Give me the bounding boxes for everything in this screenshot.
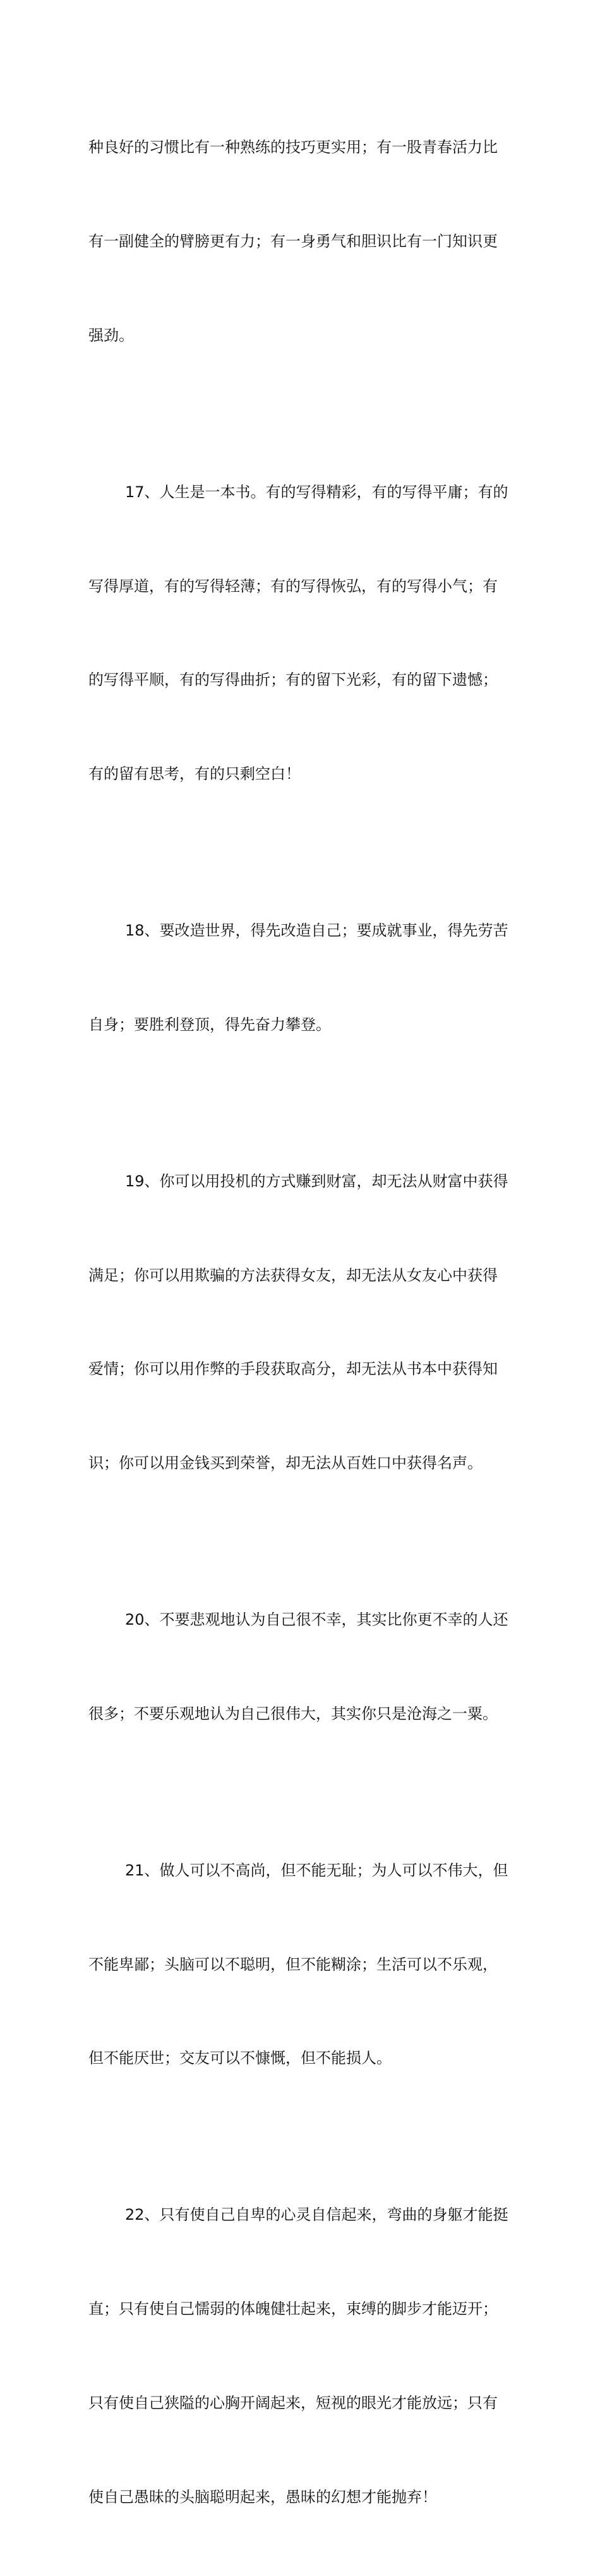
paragraph-20 <box>88 1542 513 1793</box>
paragraph-19 <box>88 1104 513 1542</box>
text-line: 17、人生是一本书。有的写得精彩，有的写得平庸；有的 <box>125 483 508 501</box>
text-line: 22、只有使自己自卑的心灵自信起来，弯曲的身躯才能挺 <box>125 2206 508 2224</box>
text-line: 20、不要悲观地认为自己很不幸，其实比你更不幸的人还 <box>125 1611 508 1629</box>
text-line: 只有使自己狭隘的心胸开阔起来，短视的眼光才能放远；只有 <box>88 2393 498 2412</box>
text-line: 有一副健全的臂膀更有力；有一身勇气和胆识比有一门知识更 <box>88 232 498 250</box>
text-line: 爱情；你可以用作弊的手段获取高分，却无法从书本中获得知 <box>88 1360 498 1378</box>
text-line: 不能卑鄙；头脑可以不聪明，但不能糊涂；生活可以不乐观， <box>88 1955 498 1973</box>
paragraph-21 <box>88 1793 513 2138</box>
text-line: 写得厚道，有的写得轻薄；有的写得恢弘，有的写得小气；有 <box>88 577 498 595</box>
text-line: 但不能厌世；交友可以不慷慨，但不能损人。 <box>88 2049 392 2067</box>
text-line: 自身；要胜利登顶，得先奋力攀登。 <box>88 1015 331 1033</box>
text-line: 有的留有思考，有的只剩空白！ <box>88 765 301 783</box>
text-line: 强劲。 <box>88 326 134 344</box>
text-line: 识；你可以用金钱买到荣誉，却无法从百姓口中获得名声。 <box>88 1454 483 1472</box>
text-line: 18、要改造世界，得先改造自己；要成就事业，得先劳苦 <box>125 922 508 940</box>
text-line: 满足；你可以用欺骗的方法获得女友，却无法从女友心中获得 <box>88 1266 498 1284</box>
paragraph-continuation <box>88 69 513 414</box>
text-line: 直；只有使自己懦弱的体魄健壮起来，束缚的脚步才能迈开； <box>88 2300 498 2318</box>
text-line: 很多；不要乐观地认为自己很伟大，其实你只是沧海之一粟。 <box>88 1704 498 1723</box>
paragraph-22 <box>88 2137 513 2575</box>
paragraph-18 <box>88 853 513 1104</box>
paragraph-17 <box>88 414 513 853</box>
text-line: 使自己愚昧的头脑聪明起来，愚昧的幻想才能抛弃！ <box>88 2488 437 2506</box>
text-line: 种良好的习惯比有一种熟练的技巧更实用；有一股青春活力比 <box>88 138 498 157</box>
text-line: 的写得平顺，有的写得曲折；有的留下光彩，有的留下遗憾； <box>88 671 498 689</box>
text-line: 19、你可以用投机的方式赚到财富，却无法从财富中获得 <box>125 1172 508 1190</box>
text-line: 21、做人可以不高尚，但不能无耻；为人可以不伟大，但 <box>125 1861 508 1879</box>
document-page <box>88 69 513 2576</box>
